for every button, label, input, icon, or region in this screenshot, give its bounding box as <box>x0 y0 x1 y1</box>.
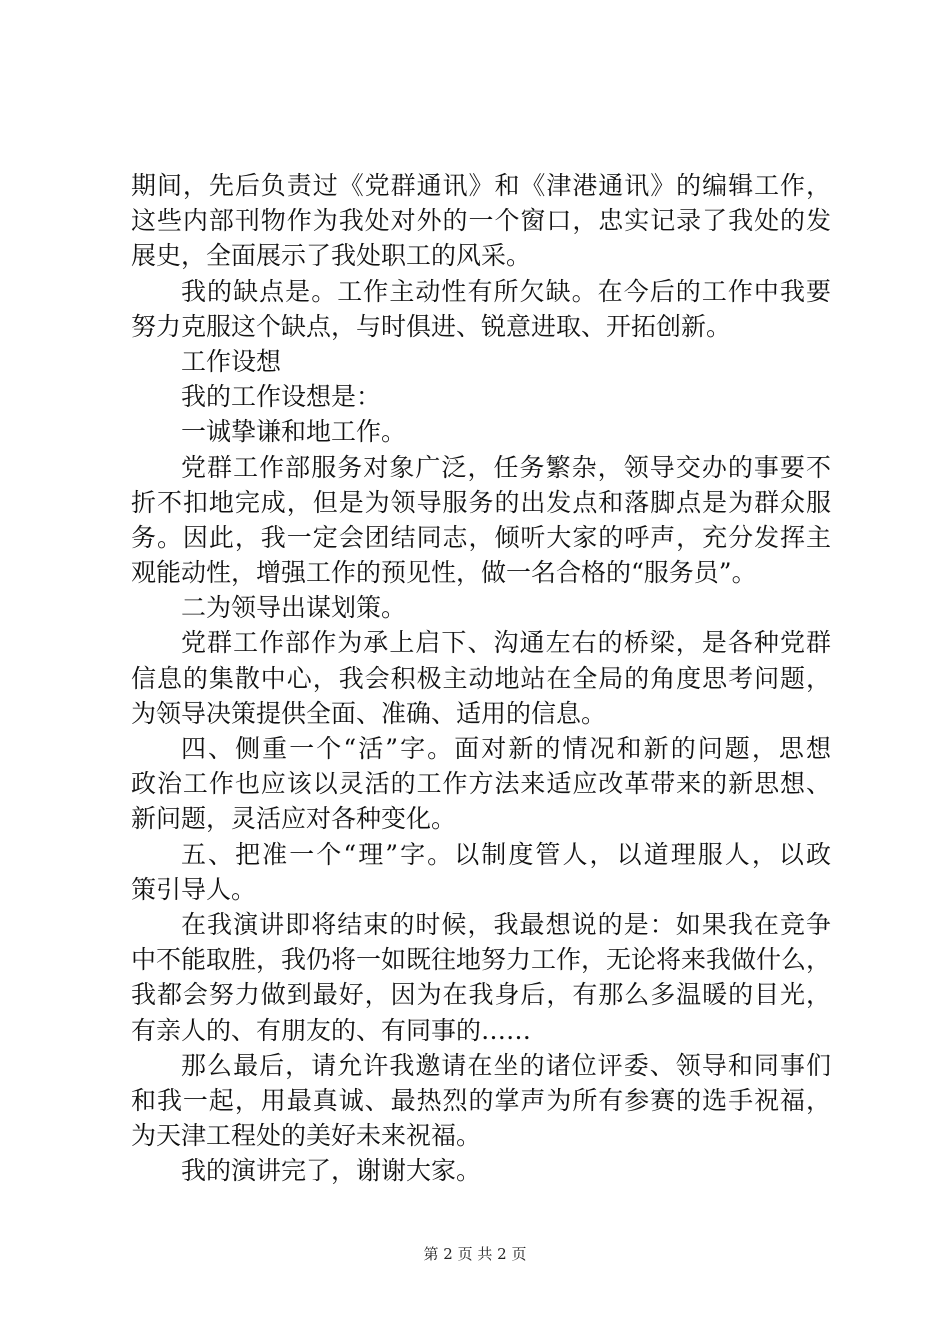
text-line: 有亲人的、有朋友的、有同事的…… <box>131 1015 532 1045</box>
text-line: 策引导人。 <box>131 874 257 904</box>
text-line: 在我演讲即将结束的时候，我最想说的是：如果我在竞争 <box>181 909 831 939</box>
text-line: 为天津工程处的美好未来祝福。 <box>131 1121 482 1151</box>
text-line: 工作设想 <box>181 346 282 376</box>
text-line: 党群工作部作为承上启下、沟通左右的桥梁，是各种党群 <box>181 628 831 658</box>
paragraph <box>131 168 831 274</box>
text-line: 折不扣地完成，但是为领导服务的出发点和落脚点是为群众服 <box>131 487 831 517</box>
text-line: 我的缺点是。工作主动性有所欠缺。在今后的工作中我要 <box>181 276 831 306</box>
paragraph <box>131 731 831 837</box>
section-heading <box>131 344 831 379</box>
text-line: 五、把准一个“理”字。以制度管人，以道理服人，以政 <box>181 839 831 869</box>
text-line: 那么最后，请允许我邀请在坐的诸位评委、领导和同事们 <box>181 1050 831 1080</box>
closing-line <box>131 1153 831 1188</box>
text-line: 努力克服这个缺点，与时俱进、锐意进取、开拓创新。 <box>131 311 732 341</box>
text-line: 信息的集散中心，我会积极主动地站在全局的角度思考问题， <box>131 663 831 693</box>
text-line: 展史，全面展示了我处职工的风采。 <box>131 241 532 271</box>
paragraph <box>131 907 831 1048</box>
text-line: 和我一起，用最真诚、最热烈的掌声为所有参赛的选手祝福， <box>131 1085 831 1115</box>
text-line: 我的工作设想是： <box>181 382 382 412</box>
text-line: 务。因此，我一定会团结同志，倾听大家的呼声，充分发挥主 <box>131 522 831 552</box>
text-line: 新问题，灵活应对各种变化。 <box>131 804 457 834</box>
paragraph <box>131 1048 831 1154</box>
text-line: 一诚挚谦和地工作。 <box>181 417 407 447</box>
paragraph <box>131 274 831 344</box>
text-line: 为领导决策提供全面、准确、适用的信息。 <box>131 698 607 728</box>
page-number-footer: 第 2 页 共 2 页 <box>423 1245 527 1263</box>
paragraph <box>131 379 831 414</box>
list-item <box>131 590 831 625</box>
text-line: 我的演讲完了，谢谢大家。 <box>181 1156 482 1186</box>
text-line: 党群工作部服务对象广泛，任务繁杂，领导交办的事要不 <box>181 452 831 482</box>
list-item <box>131 414 831 449</box>
text-line: 中不能取胜，我仍将一如既往地努力工作，无论将来我做什么， <box>131 945 832 975</box>
text-line: 二为领导出谋划策。 <box>181 593 407 623</box>
document-body <box>131 168 831 1188</box>
text-line: 政治工作也应该以灵活的工作方法来适应改革带来的新思想、 <box>131 769 831 799</box>
text-line: 四、侧重一个“活”字。面对新的情况和新的问题，思想 <box>181 734 831 763</box>
paragraph <box>131 625 831 731</box>
text-line: 观能动性，增强工作的预见性，做一名合格的“服务员”。 <box>131 558 757 588</box>
text-line: 这些内部刊物作为我处对外的一个窗口，忠实记录了我处的发 <box>131 206 831 236</box>
paragraph <box>131 837 831 907</box>
paragraph <box>131 450 831 591</box>
text-line: 我都会努力做到最好，因为在我身后，有那么多温暖的目光， <box>131 980 831 1010</box>
text-line: 期间，先后负责过《党群通讯》和《津港通讯》的编辑工作， <box>131 171 831 200</box>
